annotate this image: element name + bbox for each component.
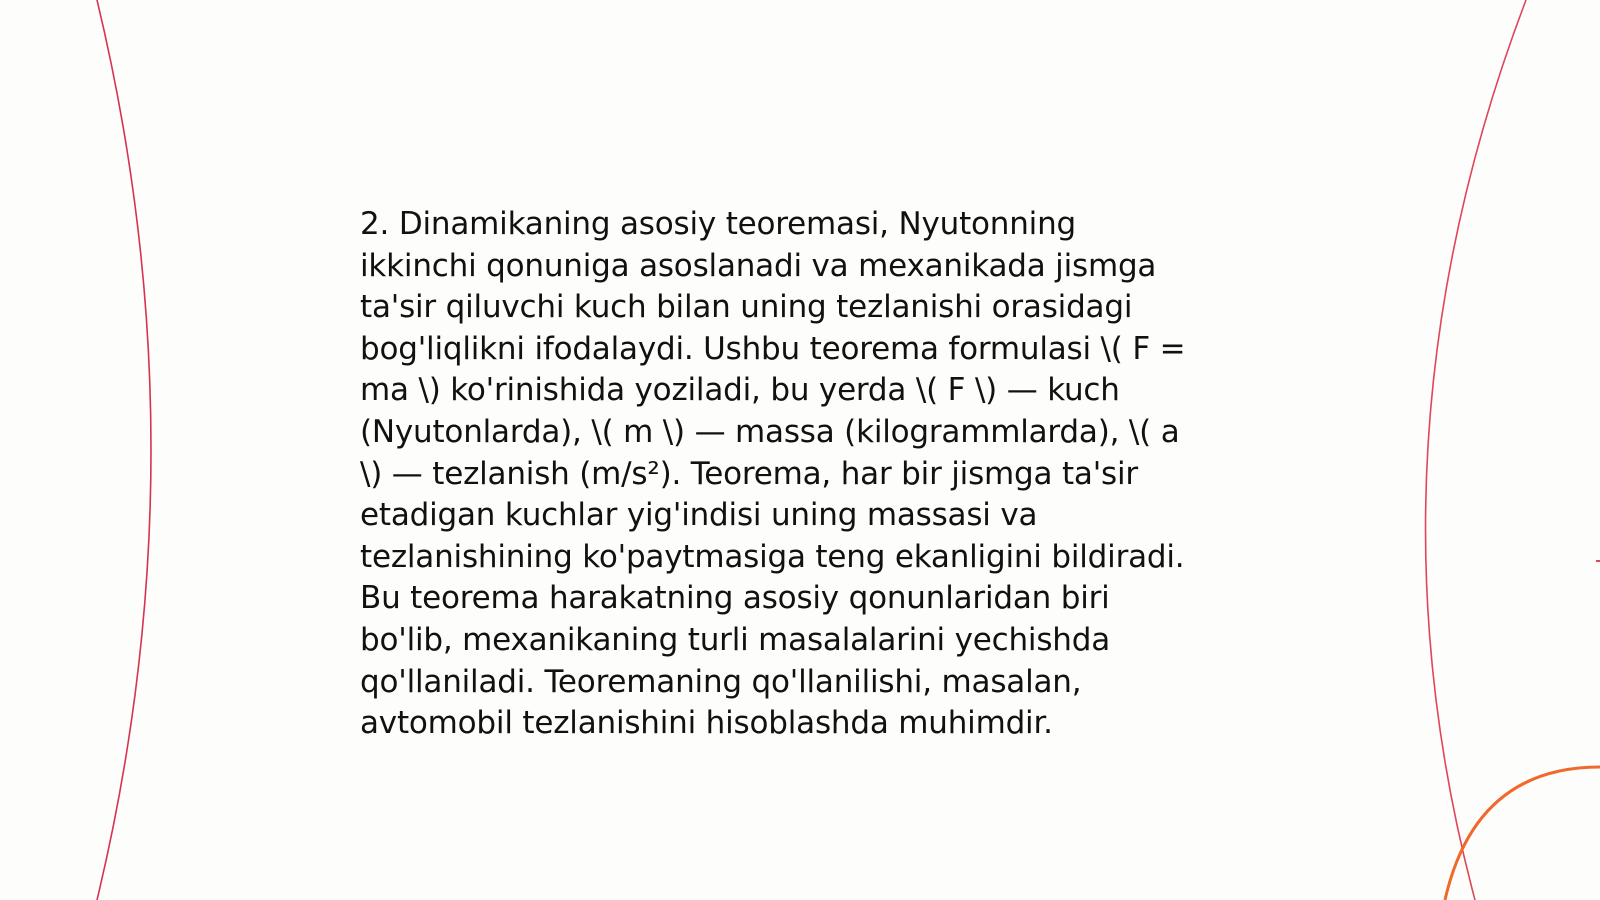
body-line: ma \) ko'rinishida yoziladi, bu yerda \( F \) — kuch xyxy=(360,372,1120,409)
body-line: etadigan kuchlar yig'indisi uning massasi va xyxy=(360,497,1038,534)
corner-arc xyxy=(1445,767,1600,900)
body-line: (Nyutonlarda), \( m \) — massa (kilogrammlarda), \( a xyxy=(360,413,1180,450)
body-line: \) — tezlanish (m/s²). Teorema, har bir jismga ta'sir xyxy=(360,455,1138,492)
body-line: bog'liqlikni ifodalaydi. Ushbu teorema formulasi \( F = xyxy=(360,330,1186,367)
body-line: avtomobil tezlanishini hisoblashda muhimdir. xyxy=(360,705,1053,742)
body-line: tezlanishining ko'paytmasiga teng ekanligini bildiradi. xyxy=(360,538,1185,575)
body-line: Bu teorema harakatning asosiy qonunlaridan biri xyxy=(360,580,1110,617)
body-line: ta'sir qiluvchi kuch bilan uning tezlanishi orasidagi xyxy=(360,289,1133,326)
body-line: ikkinchi qonuniga asoslanadi va mexanikada jismga xyxy=(360,247,1157,284)
body-line: 2. Dinamikaning asosiy teoremasi, Nyutonning xyxy=(360,206,1077,242)
body-paragraph xyxy=(360,204,1240,745)
body-line: bo'lib, mexanikaning turli masalalarini yechishda xyxy=(360,621,1111,658)
left-curve-line xyxy=(97,0,151,900)
body-line: qo'llaniladi. Teoremaning qo'llanilishi, masalan, xyxy=(360,663,1082,700)
right-edge-tick xyxy=(1596,560,1600,562)
right-curve-line xyxy=(1426,0,1526,900)
